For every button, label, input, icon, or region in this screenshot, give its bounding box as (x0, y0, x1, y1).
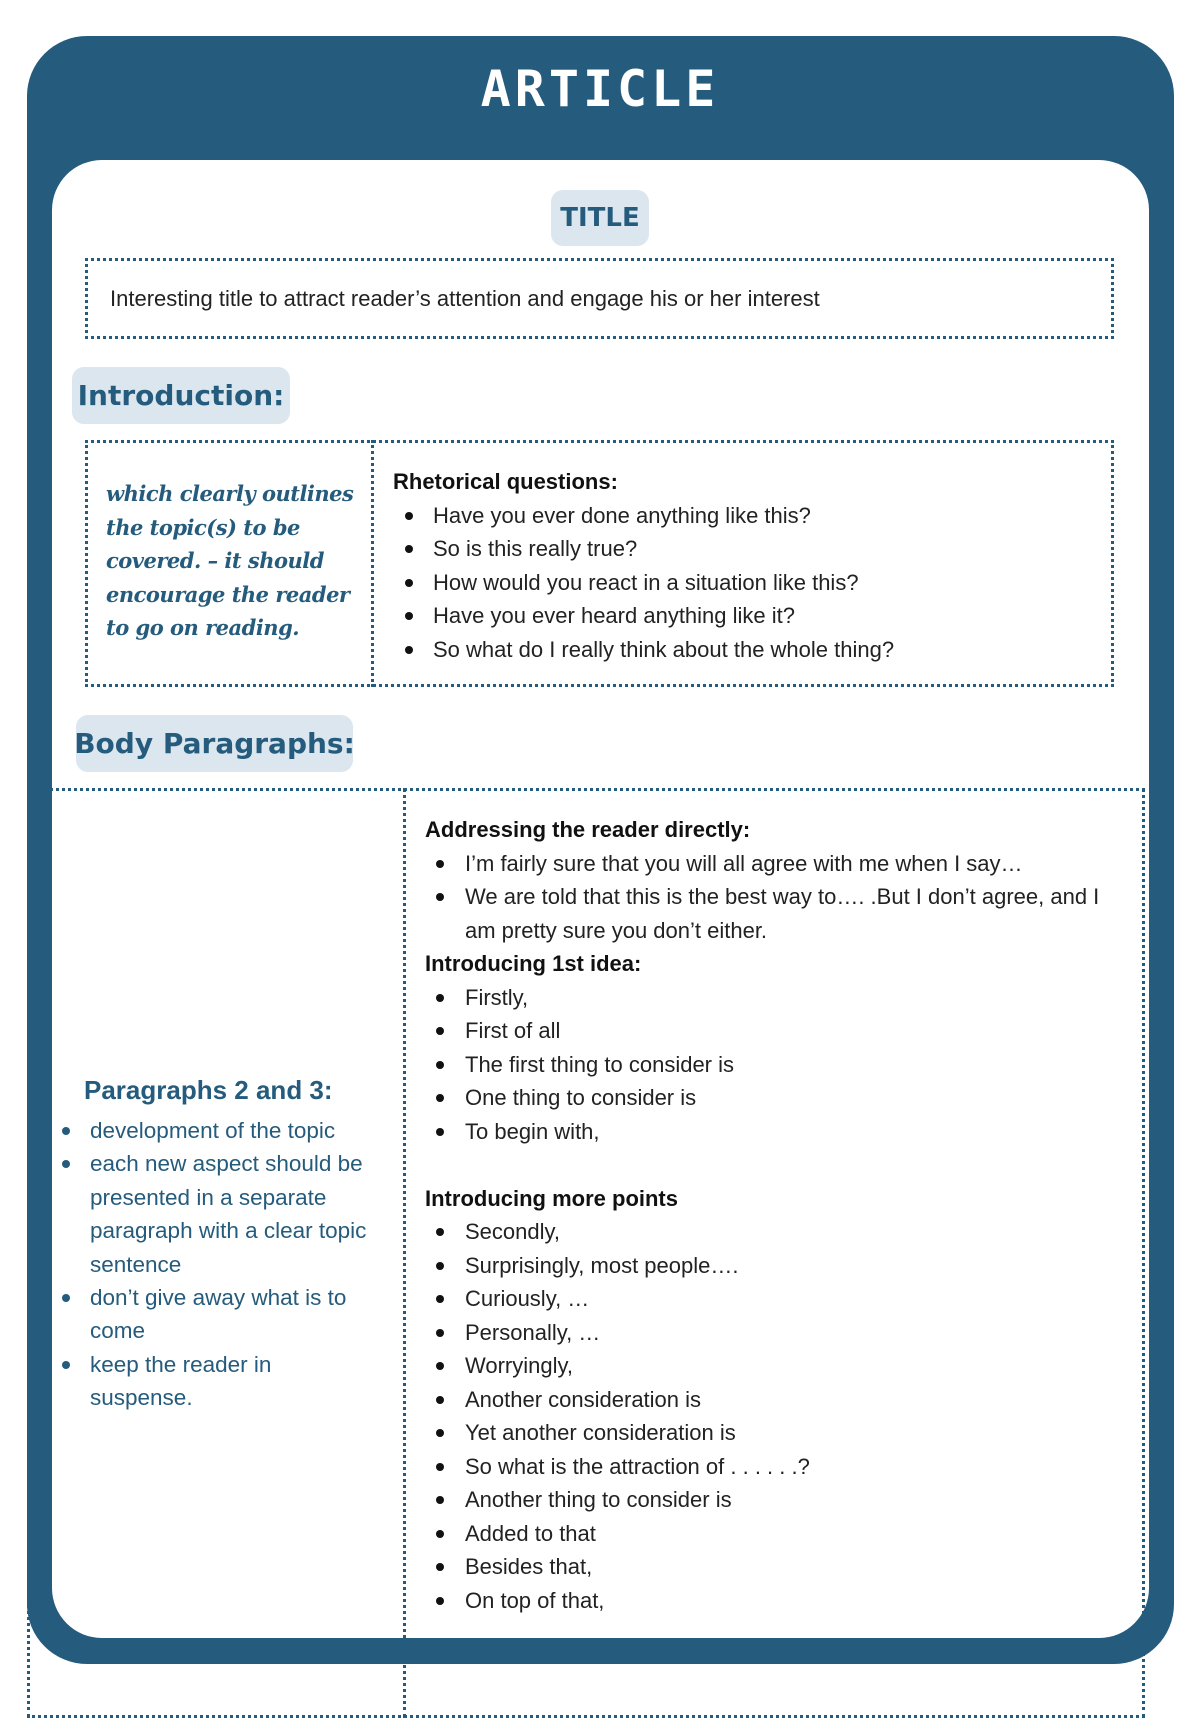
paragraphs-list (60, 1114, 380, 1415)
title-section-label: TITLE (551, 190, 649, 246)
list-item: We are told that this is the best way to…. .But I don’t agree, and I am pretty sure you don’t either. (425, 880, 1125, 947)
document-title: ARTICLE (480, 60, 720, 118)
list-item: Another thing to consider is (425, 1483, 1125, 1517)
list-item: Have you ever done anything like this? (393, 499, 1093, 533)
more-points-heading: Introducing more points (425, 1185, 678, 1211)
introduction-label: Introduction: (72, 367, 290, 424)
body-paragraphs-label: Body Paragraphs: (76, 715, 353, 772)
list-item: Curiously, … (425, 1282, 1125, 1316)
list-item: The first thing to consider is (425, 1048, 1125, 1082)
list-item: Added to that (425, 1517, 1125, 1551)
list-item: I’m fairly sure that you will all agree with me when I say… (425, 847, 1125, 881)
list-item: Worryingly, (425, 1349, 1125, 1383)
list-item: Besides that, (425, 1550, 1125, 1584)
paragraphs-heading: Paragraphs 2 and 3: (84, 1075, 333, 1105)
spacer (425, 1148, 1125, 1182)
list-item: Another consideration is (425, 1383, 1125, 1417)
list-item: Have you ever heard anything like it? (393, 599, 1093, 633)
rhetorical-list (393, 499, 1093, 667)
list-item: don’t give away what is to come (60, 1281, 380, 1348)
list-item: Surprisingly, most people…. (425, 1249, 1125, 1283)
addressing-list (425, 847, 1125, 948)
rhetorical-questions (393, 465, 1093, 666)
body-divider (403, 788, 406, 1718)
list-item: Firstly, (425, 981, 1125, 1015)
list-item: development of the topic (60, 1114, 380, 1147)
list-item: So is this really true? (393, 532, 1093, 566)
list-item: On top of that, (425, 1584, 1125, 1618)
introduction-divider (371, 440, 374, 687)
title-box (85, 258, 1114, 339)
list-item: Yet another consideration is (425, 1416, 1125, 1450)
body-phrases (425, 813, 1125, 1617)
list-item: Personally, … (425, 1316, 1125, 1350)
rhetorical-heading: Rhetorical questions: (393, 469, 618, 494)
first-idea-list (425, 981, 1125, 1149)
list-item: How would you react in a situation like this? (393, 566, 1093, 600)
title-description: Interesting title to attract reader’s attention and engage his or her interest (110, 285, 820, 311)
list-item: each new aspect should be presented in a separate paragraph with a clear topic sentence (60, 1147, 380, 1281)
list-item: Secondly, (425, 1215, 1125, 1249)
list-item: To begin with, (425, 1115, 1125, 1149)
list-item: First of all (425, 1014, 1125, 1048)
list-item: One thing to consider is (425, 1081, 1125, 1115)
first-idea-heading: Introducing 1st idea: (425, 951, 642, 976)
introduction-note: which clearly outlines the topic(s) to be covered. – it should encourage the reader to go on reading. (106, 481, 354, 640)
addressing-heading: Addressing the reader directly: (425, 817, 751, 842)
list-item: keep the reader in suspense. (60, 1348, 380, 1415)
more-points-list (425, 1215, 1125, 1617)
list-item: So what do I really think about the whole thing? (393, 633, 1093, 667)
list-item: So what is the attraction of . . . . . .? (425, 1450, 1125, 1484)
